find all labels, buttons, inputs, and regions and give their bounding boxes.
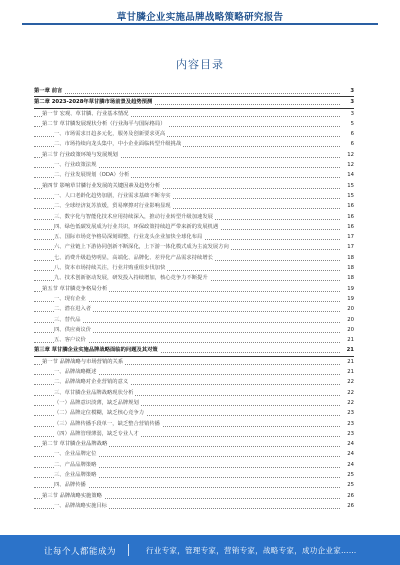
toc-entry[interactable] [34,129,354,139]
toc-entry[interactable] [34,449,354,459]
footer-slogan: 让每个人都能成为 [44,547,117,557]
toc-entry-label: 第一章 前言 [34,86,64,96]
toc-entry[interactable] [34,325,354,335]
toc-entry[interactable] [34,284,354,294]
toc-entry-page: 6 [340,129,354,139]
toc-entry[interactable] [34,150,354,160]
toc-entry-page: 6 [340,139,354,149]
toc-entry-page: 26 [340,491,354,501]
toc-leader-dots [34,93,340,94]
toc-entry[interactable] [34,273,354,283]
toc-entry-page: 23 [340,419,354,429]
toc-entry-label: 第二节 草甘膦企业品牌战略 [42,439,109,449]
toc-entry-page: 21 [340,345,354,355]
toc-entry-page: 25 [340,470,354,480]
toc-entry-page: 22 [340,398,354,408]
toc-entry-label: 第一节 品牌战略与市场营销的关系 [42,357,125,367]
toc-entry-label: 第二章 2023-2028年草甘膦市场前景及趋势预测 [34,97,154,107]
toc-entry[interactable] [34,212,354,222]
toc-entry-label: 一、企业品牌定位 [54,449,98,459]
toc-entry-label: 一、品牌战略实施目标 [54,501,109,511]
toc-entry-label: 三、数字化与智能化技术应用持续深入，推动行业转型升级加速发展 [54,212,215,222]
toc-entry-label: 第三节 行业政策环境与发展规划 [42,150,120,160]
toc-entry[interactable] [34,480,354,490]
toc-entry-label: （四）品牌管理薄弱，缺乏专业人才 [54,429,141,439]
toc-entry[interactable] [34,160,354,170]
toc-entry-page: 15 [340,181,354,191]
toc-entry-page: 26 [340,501,354,511]
toc-entry-label: 第一节 宏观、草甘膦、行业基本情况 [42,109,130,119]
page-footer [0,535,400,565]
toc-entry-label: 一、人口老龄化趋势加剧，行业需求基础不断夯实 [54,191,173,201]
toc-entry[interactable] [34,367,354,377]
toc-entry-label: 五、客户议价 [54,335,88,345]
toc-entry-page: 5 [340,119,354,129]
toc-entry-page: 3 [340,97,354,107]
toc-entry-page: 3 [340,86,354,96]
header-divider [22,23,378,25]
toc-entry[interactable] [34,304,354,314]
toc-entry-label: （二）品牌定位模糊，缺乏核心竞争力 [54,408,146,418]
toc-entry-label: 二、行业发展规划（ODA）分析 [54,170,131,180]
toc-entry-label: 二、全球经济复苏放缓，贸易摩擦对行业影响显现 [54,201,173,211]
toc-entry-page: 12 [340,160,354,170]
toc-entry-page: 24 [340,439,354,449]
toc-entry-label: 第四节 影响草甘膦行业发展的关键因素及趋势分析 [42,181,162,191]
toc-entry[interactable] [34,294,354,304]
toc-entry-page: 16 [340,212,354,222]
toc-entry-page: 23 [340,429,354,439]
footer-tagline: 行业专家，管理专家，营销专家，战略专家，成功企业家…… [146,546,357,555]
toc-entry-page: 25 [340,480,354,490]
table-of-contents [34,86,354,511]
toc-entry-page: 19 [340,284,354,294]
toc-entry-label: （三）品牌传播手段单一，缺乏整合营销传播 [54,419,162,429]
toc-entry-label: 六、产业链上下游协同创新不断深化，上下游一体化模式成为主流发展方向 [54,242,231,252]
toc-entry-page: 15 [340,191,354,201]
toc-entry-label: 五、国际市场竞争格局深刻调整，行业龙头企业加快全球化布局 [54,232,204,242]
toc-entry-label: 三、替代品 [54,315,83,325]
toc-entry-label: 二、产品品牌策略 [54,460,98,470]
toc-entry-label: 一、市场需求日趋多元化，服务及创新要求更高 [54,129,167,139]
toc-entry-label: 二、品牌战略对企业营销的意义 [54,377,130,387]
toc-entry[interactable] [34,315,354,325]
toc-entry[interactable] [34,222,354,232]
toc-entry[interactable] [34,439,354,449]
toc-entry[interactable] [34,491,354,501]
toc-entry-page: 18 [340,273,354,283]
toc-entry-label: 四、品牌传播 [54,480,88,490]
toc-entry[interactable] [34,460,354,470]
footer-divider [128,544,129,556]
toc-entry-page: 20 [340,304,354,314]
toc-entry-page: 20 [340,325,354,335]
toc-entry-page: 18 [340,253,354,263]
toc-entry-page: 21 [340,367,354,377]
toc-entry[interactable] [34,242,354,252]
toc-entry-label: 第三节 品牌战略实施策略 [42,491,104,501]
toc-entry-page: 17 [340,242,354,252]
toc-entry-label: 第五节 草甘膦竞争格局分析 [42,284,109,294]
toc-entry-label: 三、草甘膦企业品牌战略现状分析 [54,388,135,398]
toc-entry-label: 一、品牌战略概述 [54,367,98,377]
toc-entry-label: 一、现有企业 [54,294,88,304]
toc-entry-label: 九、技术创新驱动发展，研发投入持续增加，核心竞争力不断提升 [54,273,210,283]
toc-entry[interactable] [34,408,354,418]
toc-entry-page: 19 [340,294,354,304]
toc-entry[interactable] [34,86,354,97]
toc-heading: 内容目录 [176,58,224,71]
toc-entry-label: 第二节 草甘膦发展现状分析（行业海平与国际格局） [42,119,168,129]
toc-entry[interactable] [34,419,354,429]
toc-entry-page: 16 [340,222,354,232]
toc-entry-page: 22 [340,388,354,398]
toc-entry-page: 14 [340,170,354,180]
toc-entry[interactable] [34,377,354,387]
toc-entry-label: 四、供应商议价 [54,325,93,335]
toc-entry-page: 24 [340,460,354,470]
toc-entry-label: （一）品牌意识淡薄，缺乏品牌规划 [54,398,141,408]
toc-entry[interactable] [34,357,354,367]
toc-entry[interactable] [34,109,354,119]
toc-entry[interactable] [34,232,354,242]
toc-entry-label: 七、消费升级趋势明显，高端化、品牌化、差异化产品需求持续增长 [54,253,215,263]
toc-entry-page: 21 [340,335,354,345]
toc-entry[interactable] [34,335,354,345]
toc-entry-label: 二、市场持续向龙头集中，中小企业面临转型升级挑战 [54,139,183,149]
toc-entry[interactable] [34,429,354,439]
toc-entry-page: 24 [340,449,354,459]
page-header [0,0,400,26]
toc-entry[interactable] [34,170,354,180]
toc-entry-page: 12 [340,150,354,160]
toc-entry[interactable] [34,501,354,511]
toc-entry[interactable] [34,181,354,191]
toc-entry[interactable] [34,253,354,263]
toc-entry-page: 21 [340,357,354,367]
toc-entry[interactable] [34,388,354,398]
toc-entry-label: 二、潜在进入者 [54,304,93,314]
toc-entry-label: 三、企业品牌策略 [54,470,98,480]
toc-entry-label: 第三章 草甘膦企业实施品牌战略面临的问题及其对策 [34,345,160,355]
toc-entry[interactable] [34,263,354,273]
toc-entry[interactable] [34,119,354,129]
toc-entry[interactable] [34,398,354,408]
toc-entry-page: 23 [340,408,354,418]
toc-entry-label: 八、资本市场持续关注，行业并购重组步伐加快 [54,263,167,273]
toc-entry-page: 22 [340,377,354,387]
toc-entry-page: 18 [340,263,354,273]
toc-entry-label: 四、绿色低碳发展成为行业共识，环保政策持续趋严带来新的发展机遇 [54,222,220,232]
toc-entry-page: 17 [340,232,354,242]
toc-entry[interactable] [34,470,354,480]
toc-entry[interactable] [34,345,354,356]
toc-entry-page: 20 [340,315,354,325]
toc-entry[interactable] [34,97,354,108]
toc-entry[interactable] [34,191,354,201]
report-title: 草甘膦企业实施品牌战略策略研究报告 [116,12,284,23]
toc-entry-page: 16 [340,201,354,211]
toc-entry-page: 3 [340,109,354,119]
toc-entry[interactable] [34,201,354,211]
toc-entry-label: 一、行业政策法规 [54,160,98,170]
toc-entry[interactable] [34,139,354,149]
